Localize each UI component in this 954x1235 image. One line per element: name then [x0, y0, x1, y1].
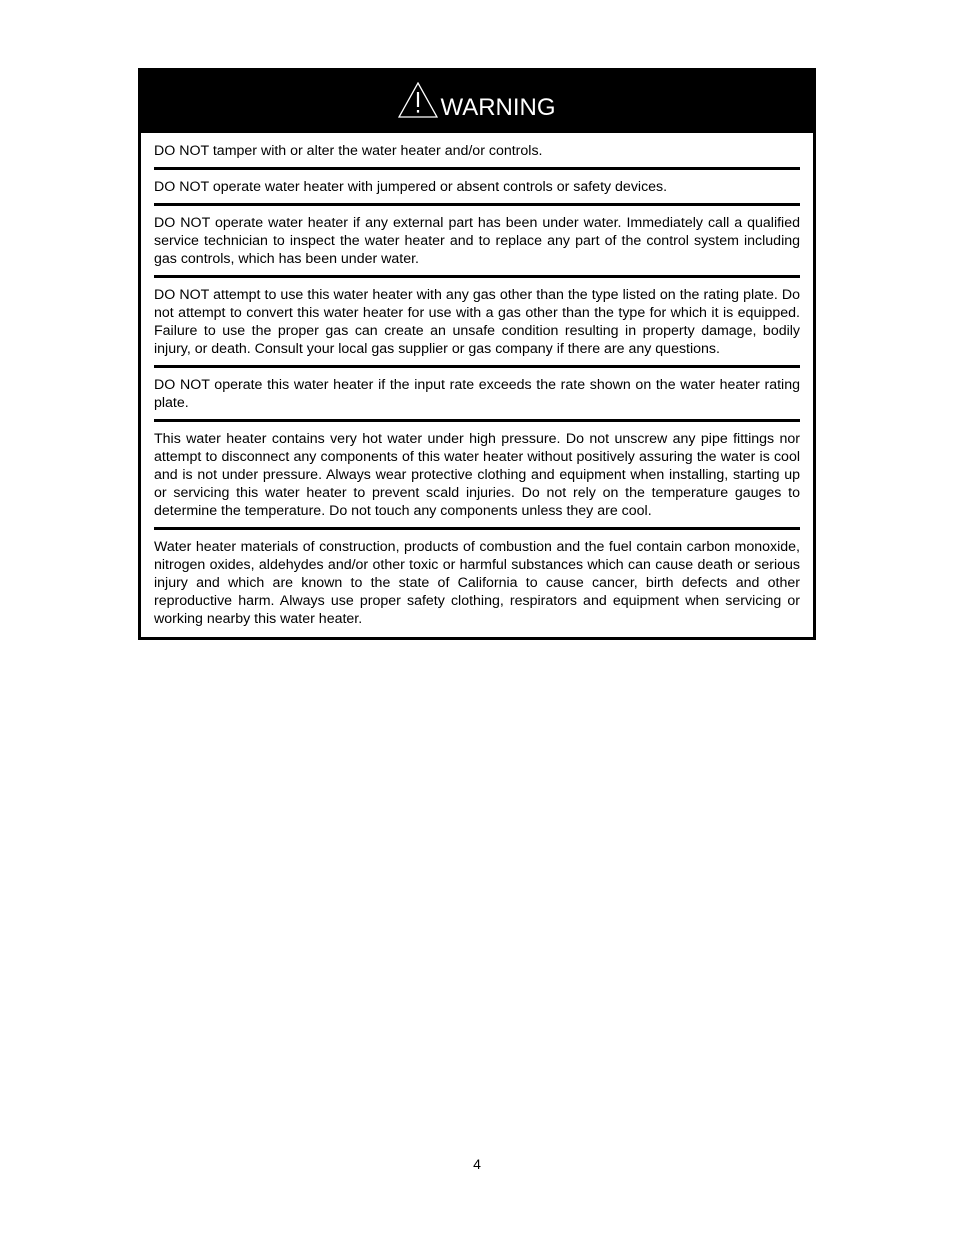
warning-box [138, 68, 816, 640]
warning-item-gas-type: DO NOT attempt to use this water heater with any gas other than the type listed on the rating plate. Do not attempt to convert this water heater for use with a gas other than the type for which it is equipped. Failure to use the proper gas can create an unsafe condition resulting in property damage, bodily injury, or death. Consult your local gas supplier or gas company if there are any questions. [154, 278, 800, 368]
warning-item-toxic-materials: Water heater materials of construction, products of combustion and the fuel contain carbon monoxide, nitrogen oxides, aldehydes and/or other toxic or harmful substances which can cause death or serious injury and which are known to the state of California to cause cancer, birth defects and other reproductive harm. Always use proper safety clothing, respirators and equipment when servicing or working nearby this water heater. [154, 539, 800, 627]
warning-item-hot-water: This water heater contains very hot water under high pressure. Do not unscrew any pipe fittings nor attempt to disconnect any components of this water heater without positively assuring the water is cool and is not under pressure. Always wear protective clothing and equipment when installing, starting up or servicing this water heater to prevent scald injuries. Do not rely on the temperature gauges to determine the temperature. Do not touch any components unless they are cool. [154, 422, 800, 530]
warning-item-input-rate: DO NOT operate this water heater if the input rate exceeds the rate shown on the water heater rating plate. [154, 368, 800, 422]
warning-item-jumpered-controls: DO NOT operate water heater with jumpered or absent controls or safety devices. [154, 170, 800, 206]
warning-header [141, 71, 813, 133]
warning-item-under-water: DO NOT operate water heater if any external part has been under water. Immediately call a qualified service technician to inspect the water heater and to replace any part of the control system including gas controls, which has been under water. [154, 206, 800, 278]
warning-item-tamper: DO NOT tamper with or alter the water heater and/or controls. [154, 133, 800, 170]
warning-title: WARNING [440, 94, 556, 121]
warning-triangle-icon [398, 82, 438, 118]
page-number: 4 [473, 1156, 481, 1172]
warning-body [141, 133, 813, 637]
